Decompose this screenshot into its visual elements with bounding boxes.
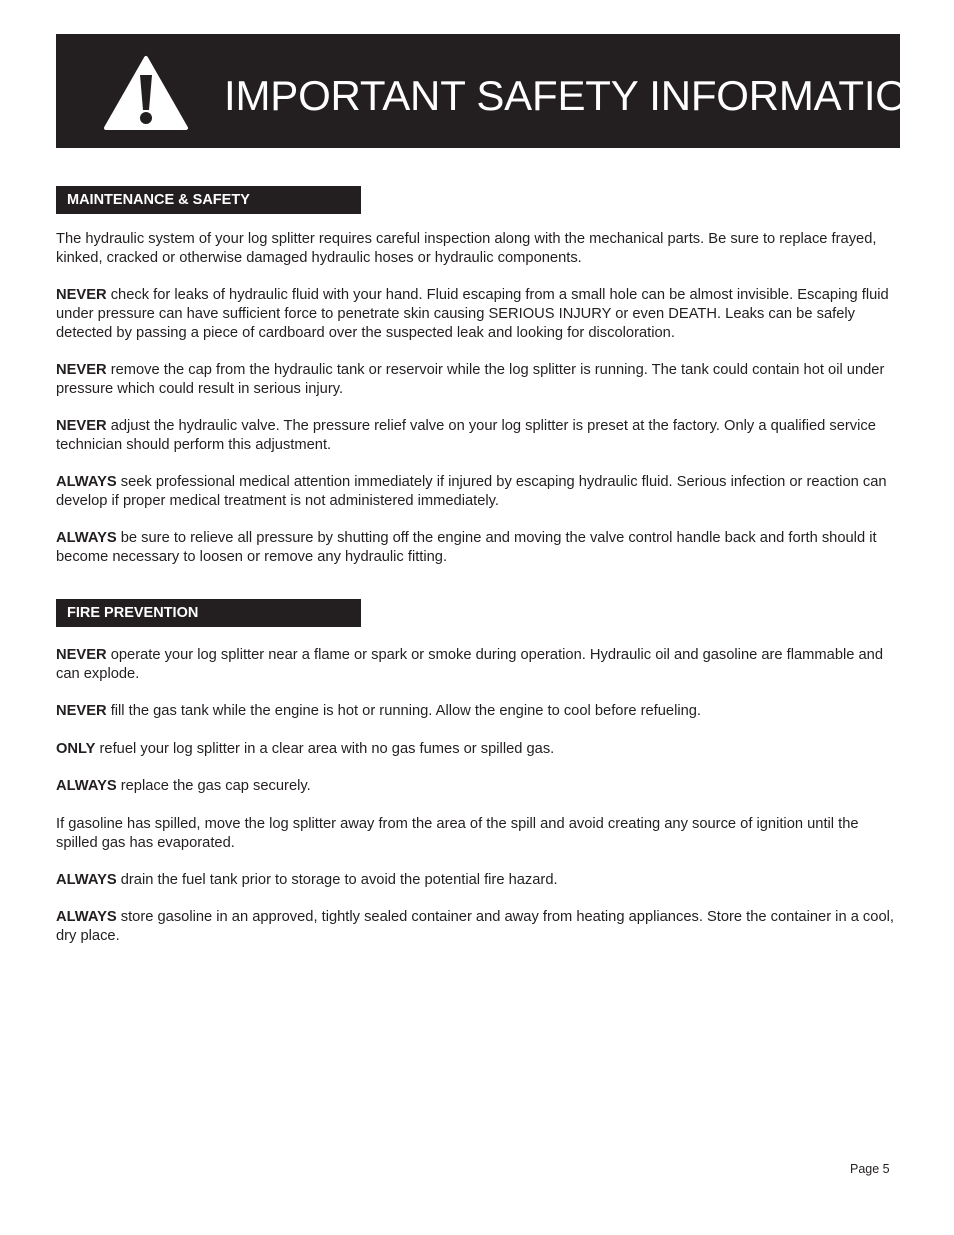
maintenance-intro-paragraph: The hydraulic system of your log splitter requires careful inspection along with the mechanical parts. Be sure to replace frayed, kinked, cracked or otherwise damaged hydraulic hoses or hydraulic components. (56, 231, 877, 266)
maintenance-item (56, 529, 898, 567)
fire-item-text: If gasoline has spilled, move the log splitter away from the area of the spill and avoid creating any source of ignition until the spilled gas has evaporated. (56, 816, 859, 851)
maintenance-item (56, 417, 898, 455)
fire-item (56, 702, 898, 721)
maintenance-safety-heading: MAINTENANCE & SAFETY (56, 186, 361, 214)
fire-item-lead: NEVER (56, 703, 107, 719)
maintenance-item (56, 473, 898, 511)
maintenance-item-lead: ALWAYS (56, 530, 117, 546)
fire-item-text: fill the gas tank while the engine is hot or running. Allow the engine to cool before refueling. (106, 703, 702, 719)
fire-item (56, 777, 898, 796)
fire-item-lead: NEVER (56, 647, 107, 663)
warning-triangle-icon (103, 55, 189, 131)
fire-item-text: replace the gas cap securely. (116, 778, 311, 794)
maintenance-item-lead: NEVER (56, 287, 107, 303)
fire-item-lead: ONLY (56, 741, 96, 757)
maintenance-item-lead: NEVER (56, 418, 107, 434)
fire-item (56, 871, 898, 890)
fire-prevention-heading: FIRE PREVENTION (56, 599, 361, 627)
maintenance-item-text: be sure to relieve all pressure by shutting off the engine and moving the valve control handle back and forth should it become necessary to loosen or remove any hydraulic fitting. (56, 530, 877, 565)
maintenance-item-text: check for leaks of hydraulic fluid with your hand. Fluid escaping from a small hole can be almost invisible. Escaping fluid under pressure can have sufficient force to penetrate skin causing SERIOUS INJURY or even DEATH. Leaks can be safely detected by passing a piece of cardboard over the suspected leak and looking for discoloration. (56, 287, 889, 341)
maintenance-item (56, 286, 898, 343)
fire-item (56, 908, 898, 946)
fire-item-text: drain the fuel tank prior to storage to avoid the potential fire hazard. (116, 872, 558, 888)
fire-item-lead: ALWAYS (56, 872, 117, 888)
fire-item (56, 740, 898, 759)
maintenance-item (56, 361, 898, 399)
page-title: IMPORTANT SAFETY INFORMATION (224, 72, 938, 119)
maintenance-item-text: seek professional medical attention immediately if injured by escaping hydraulic fluid. Serious infection or reaction can develop if proper medical treatment is not administered immediately. (56, 474, 887, 509)
maintenance-item-lead: ALWAYS (56, 474, 117, 490)
fire-item (56, 815, 898, 853)
maintenance-item-text: adjust the hydraulic valve. The pressure relief valve on your log splitter is preset at the factory. Only a qualified service technician should perform this adjustment. (56, 418, 876, 453)
maintenance-item-lead: NEVER (56, 362, 107, 378)
fire-item (56, 646, 898, 684)
fire-item-lead: ALWAYS (56, 909, 117, 925)
fire-item-lead: ALWAYS (56, 778, 117, 794)
maintenance-item-text: remove the cap from the hydraulic tank or reservoir while the log splitter is running. The tank could contain hot oil under pressure which could result in serious injury. (56, 362, 885, 397)
fire-item-text: refuel your log splitter in a clear area with no gas fumes or spilled gas. (95, 741, 555, 757)
fire-item-text: operate your log splitter near a flame or spark or smoke during operation. Hydraulic oil and gasoline are flammable and can explode. (56, 647, 884, 682)
safety-banner (56, 34, 938, 148)
page-number: Page 5 (850, 1162, 890, 1176)
fire-item-text: store gasoline in an approved, tightly sealed container and away from heating appliances. Store the container in a cool, dry place. (56, 909, 894, 944)
